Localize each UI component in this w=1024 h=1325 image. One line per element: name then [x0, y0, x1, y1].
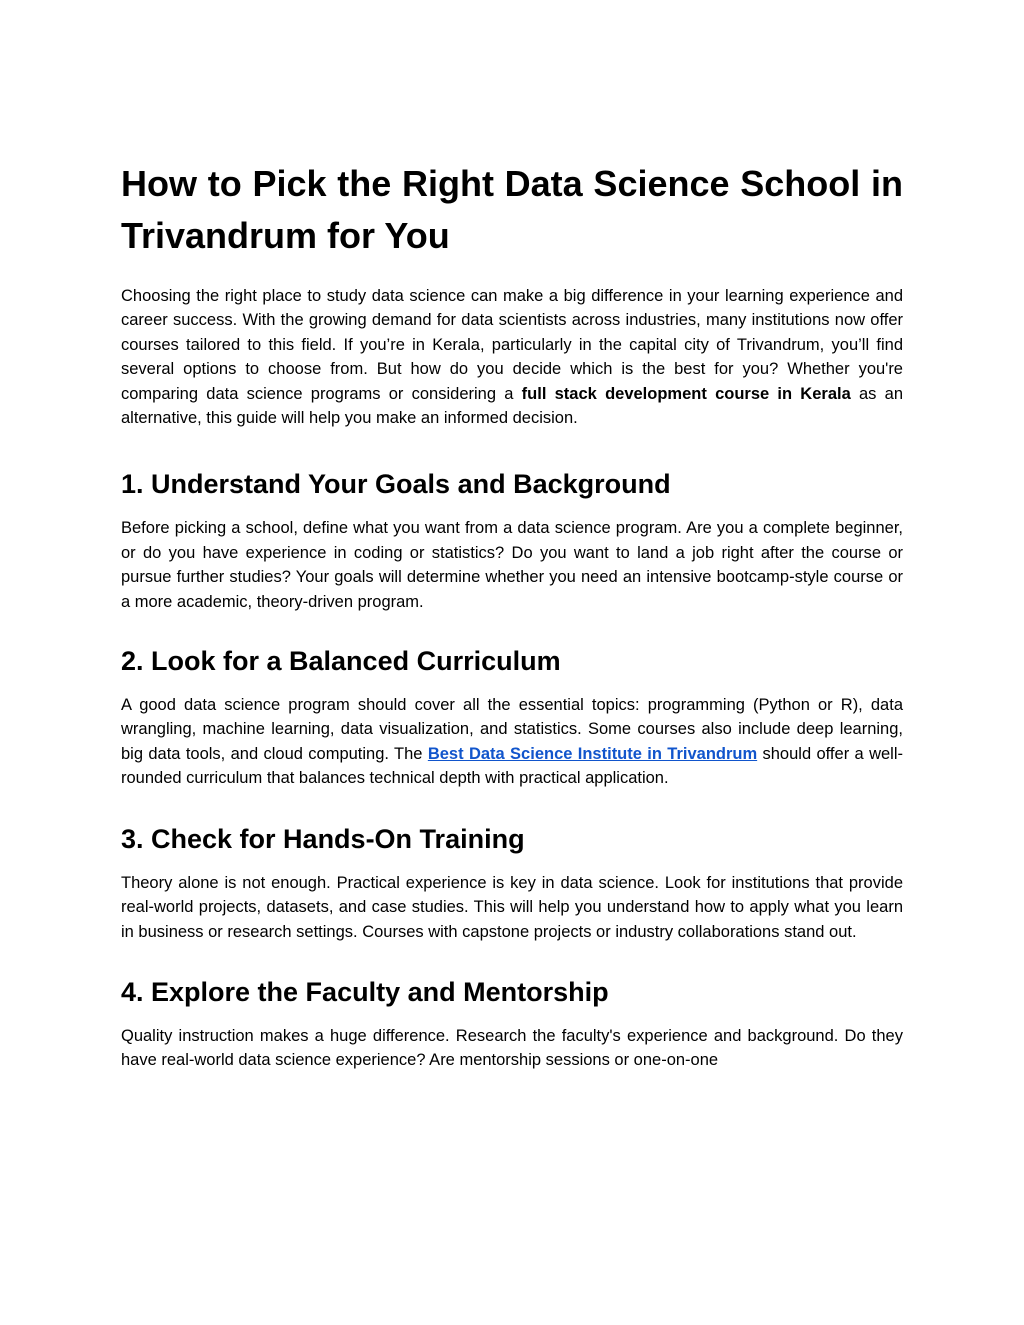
- section-4-heading: 4. Explore the Faculty and Mentorship: [121, 976, 609, 1007]
- section-3-paragraph: Theory alone is not enough. Practical experience is key in data science. Look for institutions that provide real-world projects, datasets, and case studies. This will help you understand how to apply what you learn in business or research settings. Courses with capstone projects or industry collaborations stand out.: [121, 873, 903, 941]
- intro-bold-phrase: full stack development course in Kerala: [521, 384, 851, 403]
- section-2-heading: 2. Look for a Balanced Curriculum: [121, 646, 561, 677]
- intro-text-end: as an alternative, this guide will help you make an informed decision.: [121, 384, 904, 428]
- section-1-heading: 1. Understand Your Goals and Background: [121, 469, 671, 500]
- document-page: [121, 158, 903, 1073]
- section-2-paragraph: [121, 693, 903, 791]
- section-2-text-end: should offer a well-rounded curriculum that balances technical depth with practical application.: [121, 744, 903, 788]
- document-title: How to Pick the Right Data Science School in Trivandrum for You: [121, 163, 903, 256]
- section-2-text-start: A good data science program should cover all the essential topics: programming (Python or R), data wrangling, machine learning, data visualization, and statistics. Some courses also include deep learning, big data tools, and cloud computing. The: [121, 696, 903, 763]
- section-1-paragraph: Before picking a school, define what you want from a data science program. Are you a complete beginner, or do you have experience in coding or statistics? Do you want to land a job right after the course or pursue further studies? Your goals will determine whether you need an intensive bootcamp-style course or a more academic, theory-driven program.: [121, 519, 903, 611]
- intro-text-start: Choosing the right place to study data science can make a big difference in your learning experience and career success. With the growing demand for data scientists across industries, many institutions now offer courses tailored to this field. If you’re in Kerala, particularly in the capital city of Trivandrum, you’ll find several options to choose from. But how do you decide which is the best for you? Whether you're comparing data science programs or considering a: [121, 287, 903, 403]
- section-3-heading: 3. Check for Hands-On Training: [121, 823, 525, 854]
- intro-paragraph: [121, 284, 903, 430]
- section-4-paragraph: Quality instruction makes a huge difference. Research the faculty's experience and background. Do they have real-world data science experience? Are mentorship sessions or one-on-one: [121, 1026, 903, 1070]
- best-institute-link[interactable]: Best Data Science Institute in Trivandrum: [427, 744, 758, 763]
